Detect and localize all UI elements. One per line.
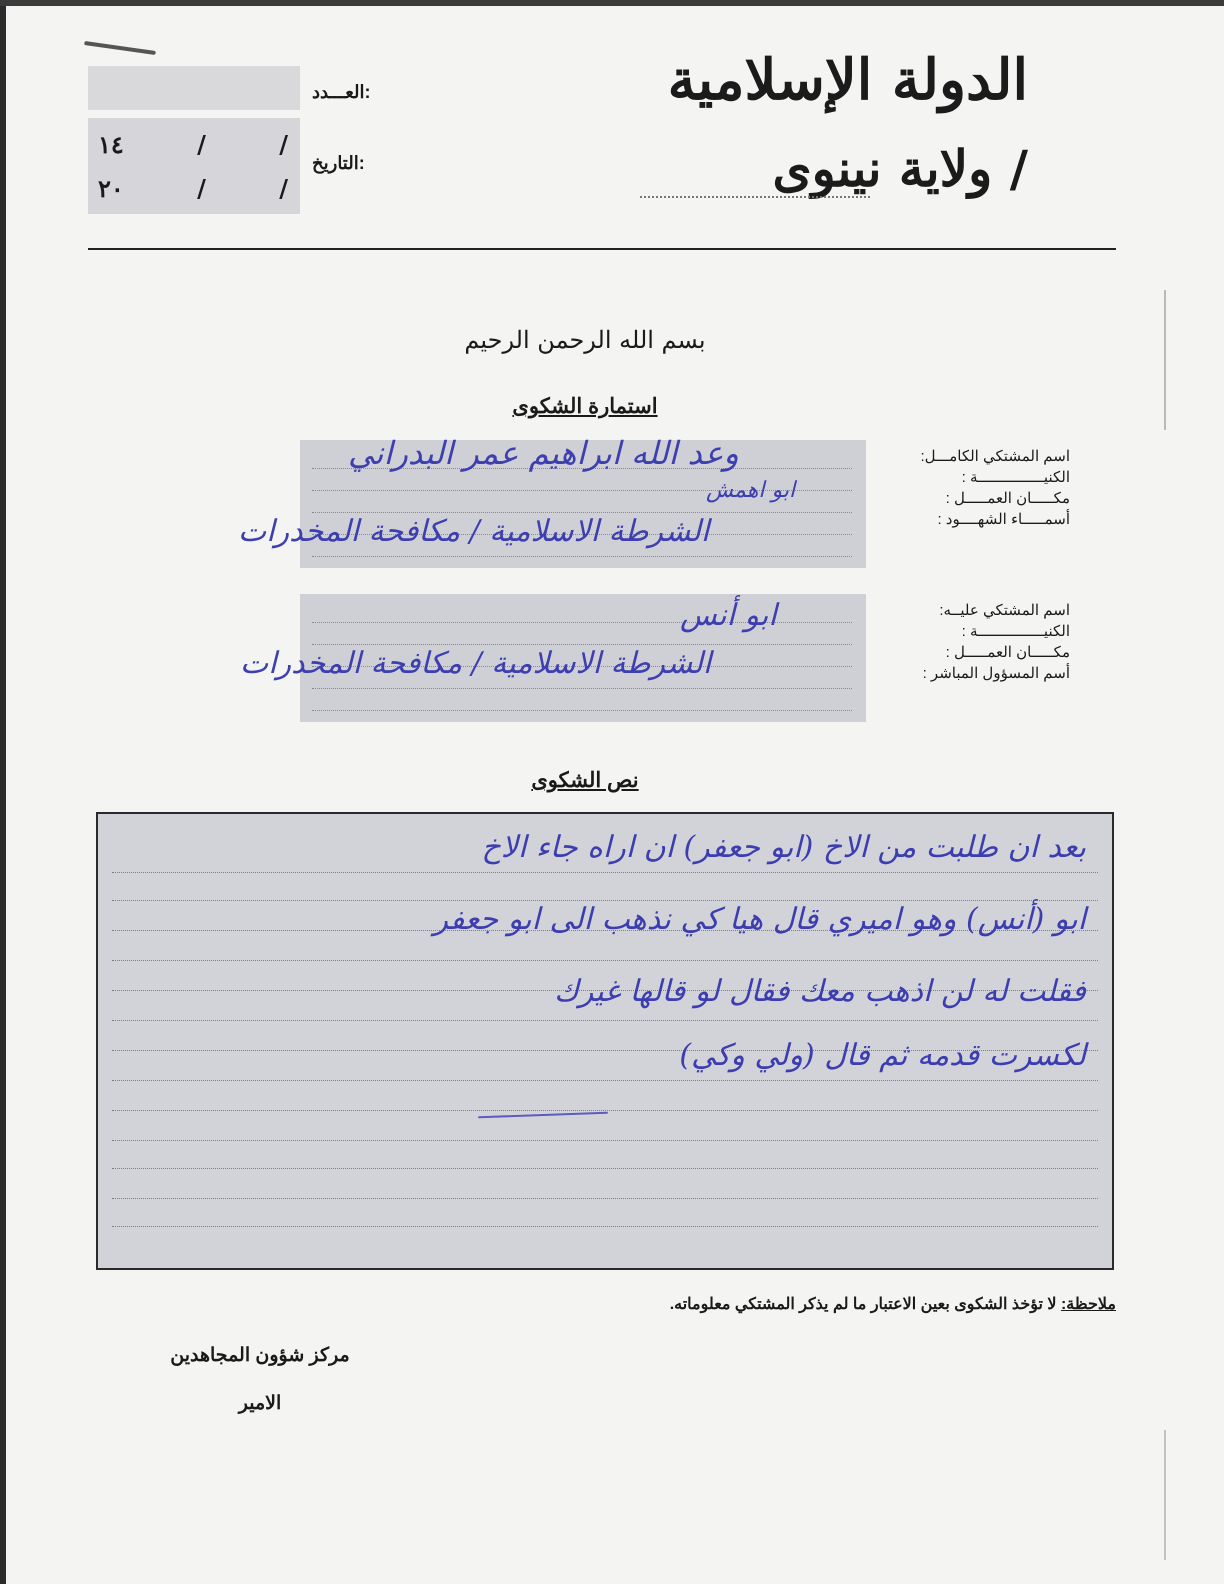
scan-edge-left [0, 0, 6, 1584]
complainant-labels [872, 446, 1070, 530]
number-field [88, 66, 300, 110]
scan-edge-right-lower [1164, 1430, 1166, 1560]
dotted-line [112, 1020, 1098, 1021]
complaint-heading [360, 768, 810, 793]
complaint-heading-text: نص الشكوى [531, 769, 639, 792]
label-respondent-name: اسم المشتكي عليــه: [939, 602, 1070, 619]
date-row-gregorian [98, 174, 288, 203]
date-row-hijri [98, 130, 288, 159]
label-kunya: الكنيـــــــــــــــة : [961, 623, 1070, 640]
basmala: بسم الله الرحمن الرحيم [464, 326, 706, 354]
note-text: لا تؤخذ الشكوى بعين الاعتبار ما لم يذكر المشتكي معلوماته. [669, 1296, 1061, 1313]
header-title: الدولة الإسلامية [667, 47, 1028, 113]
date-separator: / [197, 130, 206, 159]
date-separator: / [279, 174, 288, 203]
header-divider [88, 248, 1116, 250]
date-year-gregorian: ٢٠ [98, 174, 124, 203]
respondent-workplace-handwritten: الشرطة الاسلامية / مكافحة المخدرات [240, 646, 712, 681]
respondent-labels [872, 600, 1070, 684]
complaint-line: بعد ان طلبت من الاخ (ابو جعفر) ان اراه جاء الاخ [481, 830, 1086, 865]
scan-edge-top [0, 0, 1224, 6]
dotted-line [112, 900, 1098, 901]
handwritten-underline [478, 1112, 608, 1119]
label-kunya: الكنيـــــــــــــــة : [961, 469, 1070, 486]
dotted-line [112, 1168, 1098, 1169]
form-note [470, 1294, 1116, 1314]
dotted-line [312, 556, 852, 557]
date-label: التاريخ: [312, 153, 365, 173]
dotted-line [112, 1226, 1098, 1227]
label-complainant-name: اسم المشتكي الكامـــل: [920, 448, 1070, 465]
complainant-name-handwritten: وعد الله ابراهيم عمر البدراني [348, 434, 739, 472]
number-label: العـــدد: [312, 82, 371, 102]
date-separator: / [279, 130, 288, 159]
dotted-line [112, 1198, 1098, 1199]
label-workplace: مكـــــان العمـــــل : [945, 490, 1070, 507]
dotted-line [112, 960, 1098, 961]
dotted-line [312, 512, 852, 513]
label-witnesses: أسمـــــاء الشهــــود : [937, 511, 1070, 528]
pen-mark [84, 41, 156, 55]
dotted-line [112, 1080, 1098, 1081]
dotted-line [312, 710, 852, 711]
date-year-hijri: ١٤ [98, 130, 124, 159]
complainant-kunya-handwritten: ابو اهمش [706, 478, 796, 503]
complainant-workplace-handwritten: الشرطة الاسلامية / مكافحة المخدرات [238, 514, 710, 549]
dotted-line [112, 872, 1098, 873]
form-title-text: استمارة الشكوى [512, 395, 658, 418]
complaint-line: لكسرت قدمه ثم قال (ولي وكي) [679, 1038, 1086, 1073]
complaint-line: فقلت له لن اذهب معك فقال لو قالها غيرك [554, 974, 1086, 1009]
date-separator: / [197, 174, 206, 203]
dotted-line [112, 1140, 1098, 1141]
note-label: ملاحظة: [1060, 1296, 1116, 1313]
issuing-center: مركز شؤون المجاهدين [170, 1345, 350, 1366]
label-workplace: مكـــــان العمـــــل : [945, 644, 1070, 661]
scan-edge-right [1164, 290, 1166, 430]
complaint-line: ابو (أنس) وهو اميري قال هيا كي نذهب الى ابو جعفر [433, 902, 1086, 937]
respondent-kunya-handwritten: ابو أنس [680, 598, 777, 633]
header-dotted-line [640, 196, 870, 198]
complaint-text-box [96, 812, 1114, 1270]
dotted-line [312, 644, 852, 645]
dotted-line [312, 688, 852, 689]
header-province: ولاية نينوى / [772, 139, 1028, 198]
label-direct-supervisor: أسم المسؤول المباشر : [922, 665, 1070, 682]
form-title [360, 394, 810, 419]
emir-signature-label: الامير [238, 1393, 282, 1414]
